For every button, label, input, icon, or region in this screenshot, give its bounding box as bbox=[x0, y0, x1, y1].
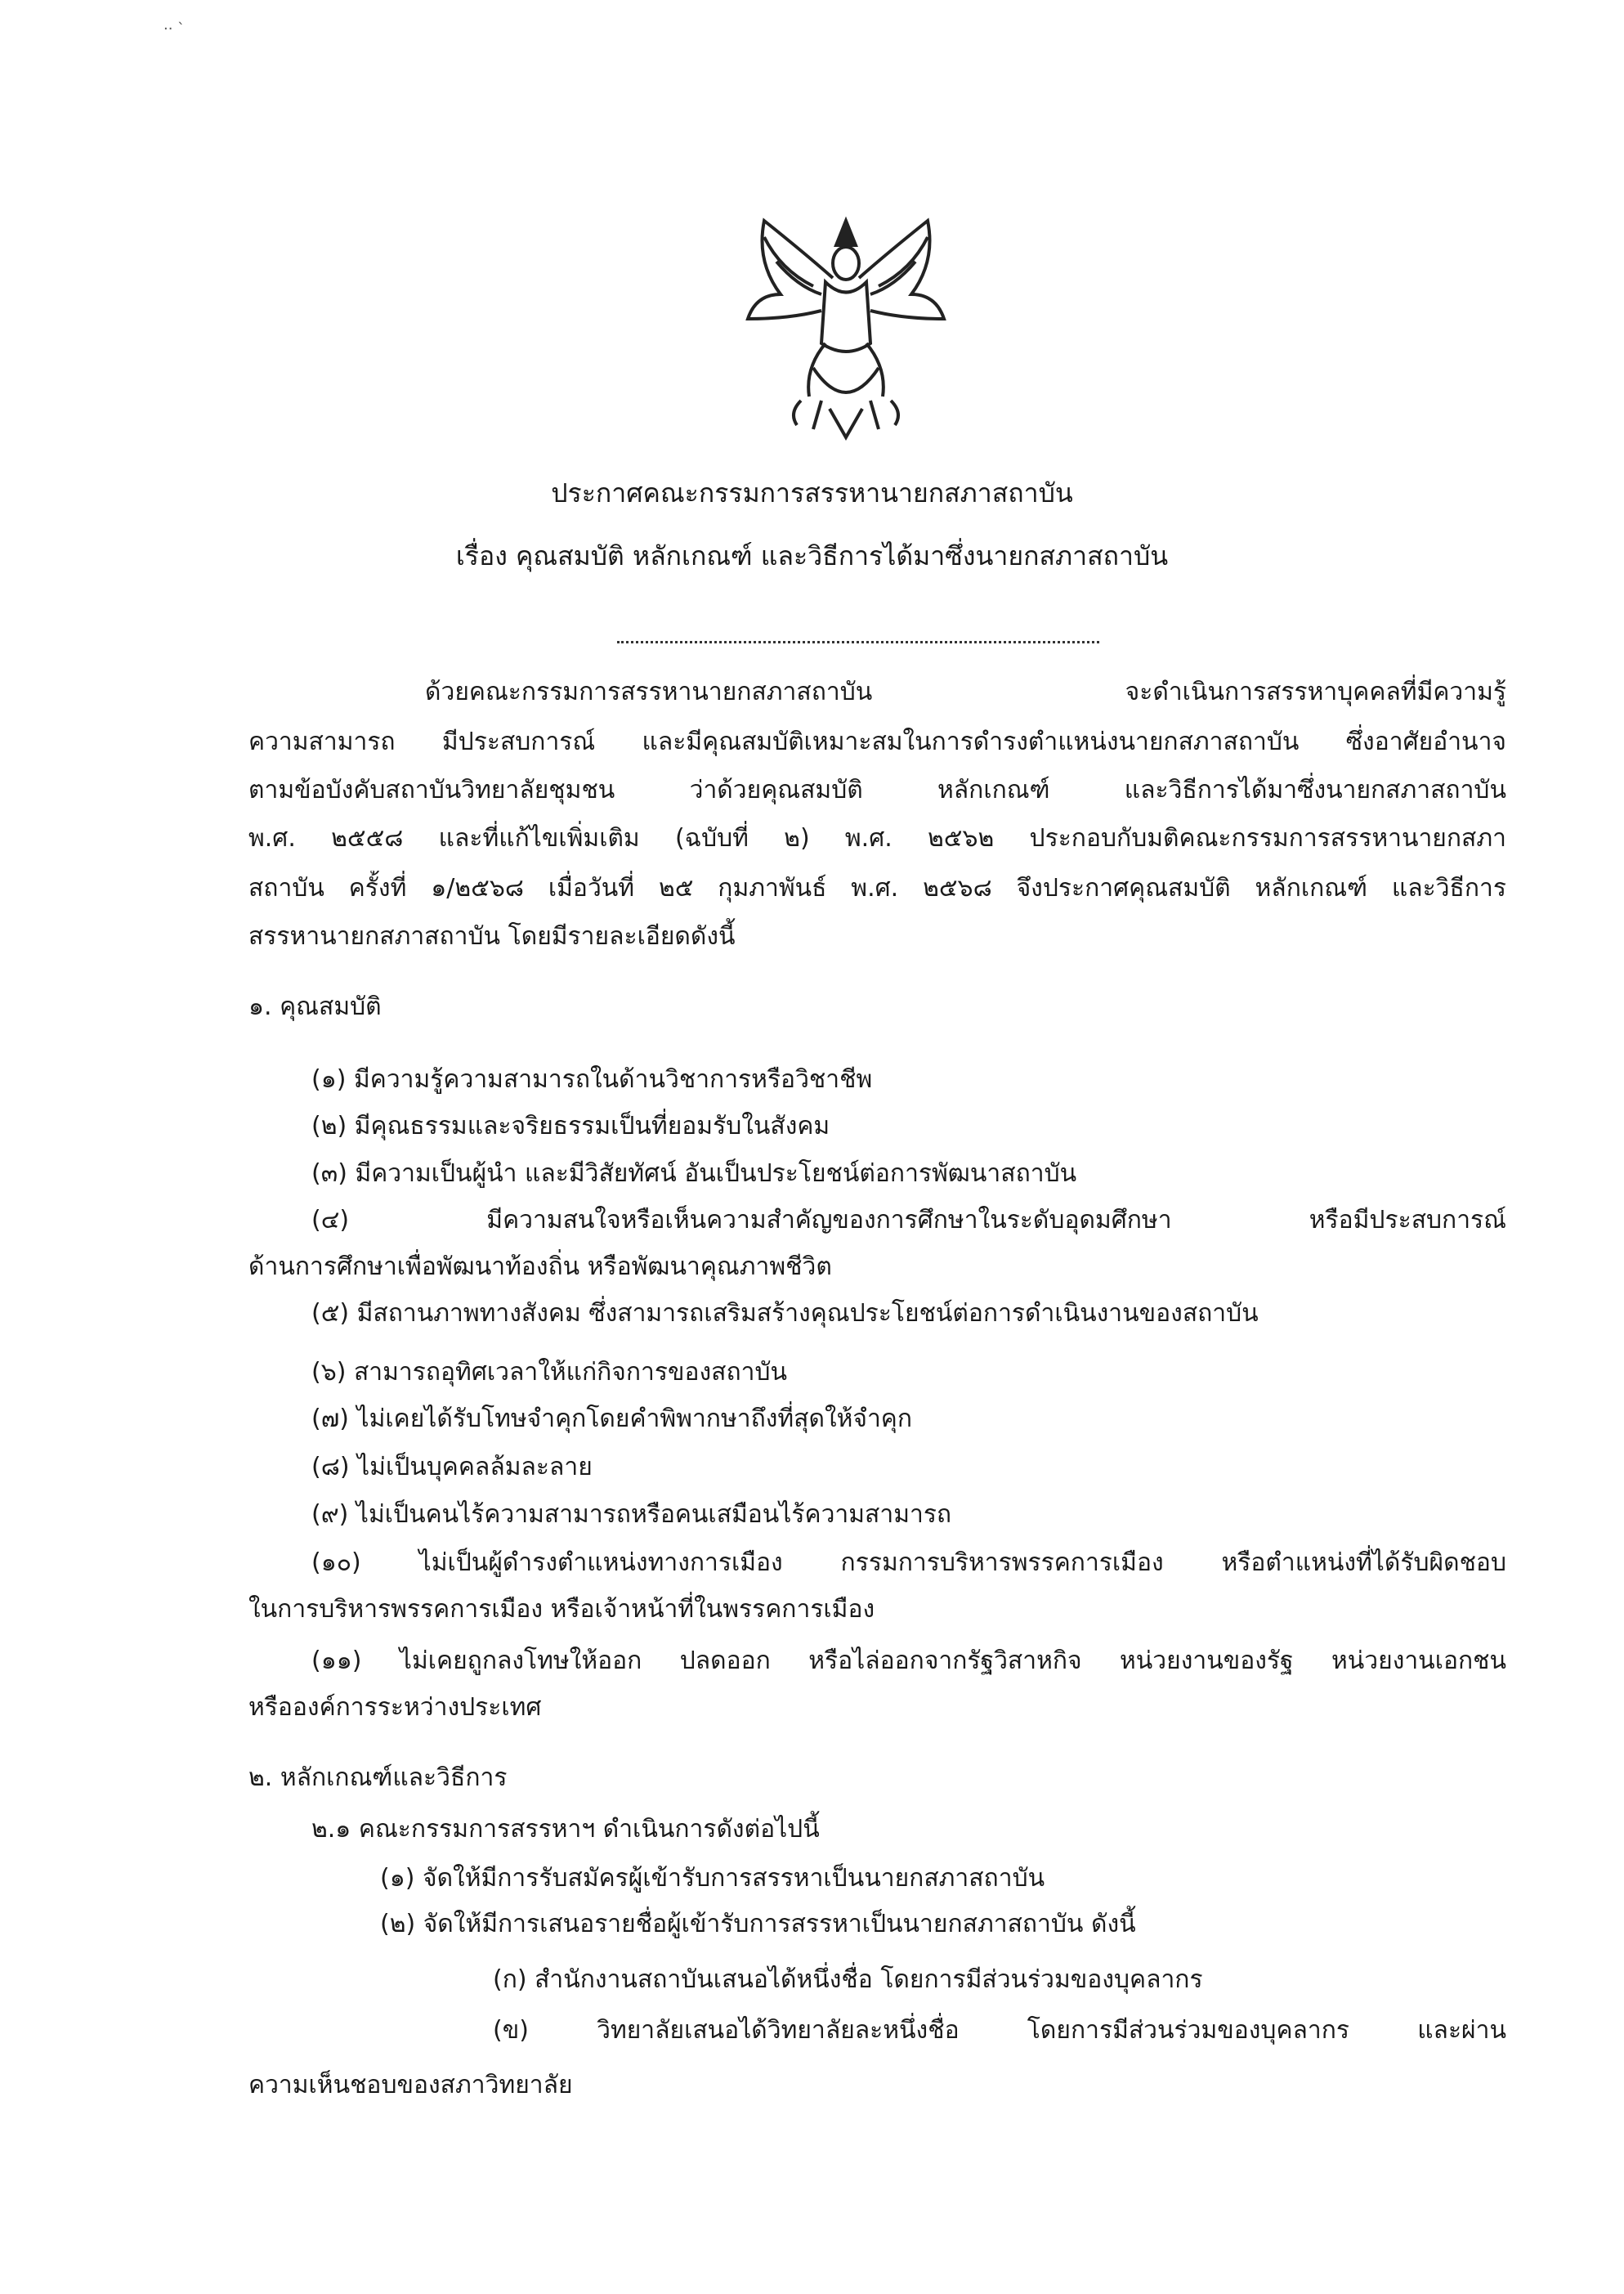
intro-line: ด้วยคณะกรรมการสรรหานายกสภาสถาบัน จะดำเนินการสรรหาบุคคลที่มีความรู้ bbox=[425, 678, 1506, 706]
intro-line: สรรหานายกสภาสถาบัน โดยมีรายละเอียดดังนี้ bbox=[248, 922, 736, 951]
list-subitem: (ก) สำนักงานสถาบันเสนอได้หนึ่งชื่อ โดยการมีส่วนร่วมของบุคลากร bbox=[493, 1965, 1203, 1994]
garuda-emblem-icon bbox=[731, 204, 960, 441]
list-item: (๑๐) ไม่เป็นผู้ดำรงตำแหน่งทางการเมือง กรรมการบริหารพรรคการเมือง หรือตำแหน่งที่ได้รับผิดชอบ bbox=[311, 1548, 1506, 1577]
intro-line: พ.ศ. ๒๕๕๘ และที่แก้ไขเพิ่มเติม (ฉบับที่ ๒) พ.ศ. ๒๕๖๒ ประกอบกับมติคณะกรรมการสรรหานายกสภา bbox=[248, 824, 1506, 853]
list-item: (๑) มีความรู้ความสามารถในด้านวิชาการหรือวิชาชีพ bbox=[311, 1065, 873, 1094]
list-item: (๒) จัดให้มีการเสนอรายชื่อผู้เข้ารับการสรรหาเป็นนายกสภาสถาบัน ดังนี้ bbox=[380, 1910, 1136, 1938]
section-heading: ๒. หลักเกณฑ์และวิธีการ bbox=[248, 1763, 508, 1792]
list-item: (๘) ไม่เป็นบุคคลล้มละลาย bbox=[311, 1453, 593, 1481]
subsection-heading: ๒.๑ คณะกรรมการสรรหาฯ ดำเนินการดังต่อไปนี้ bbox=[311, 1815, 820, 1844]
list-item: (๙) ไม่เป็นคนไร้ความสามารถหรือคนเสมือนไร้ความสามารถ bbox=[311, 1500, 952, 1529]
list-item: (๔) มีความสนใจหรือเห็นความสำคัญของการศึกษาในระดับอุดมศึกษา หรือมีประสบการณ์ bbox=[311, 1206, 1506, 1234]
intro-line: ความสามารถ มีประสบการณ์ และมีคุณสมบัติเหมาะสมในการดำรงตำแหน่งนายกสภาสถาบัน ซึ่งอาศัยอำนาจ bbox=[248, 728, 1506, 756]
scan-specks: ·· ˋ bbox=[163, 20, 186, 38]
list-subitem: (ข) วิทยาลัยเสนอได้วิทยาลัยละหนึ่งชื่อ โดยการมีส่วนร่วมของบุคลากร และผ่าน bbox=[493, 2016, 1506, 2045]
section-heading: ๑. คุณสมบัติ bbox=[248, 992, 382, 1021]
list-item: (๕) มีสถานภาพทางสังคม ซึ่งสามารถเสริมสร้างคุณประโยชน์ต่อการดำเนินงานของสถาบัน bbox=[311, 1299, 1259, 1328]
document-subject: เรื่อง คุณสมบัติ หลักเกณฑ์ และวิธีการได้มาซึ่งนายกสภาสถาบัน bbox=[455, 540, 1169, 571]
list-item: (๑) จัดให้มีการรับสมัครผู้เข้ารับการสรรหาเป็นนายกสภาสถาบัน bbox=[380, 1864, 1045, 1893]
list-item-continuation: ด้านการศึกษาเพื่อพัฒนาท้องถิ่น หรือพัฒนาคุณภาพชีวิต bbox=[248, 1252, 832, 1281]
document-title: ประกาศคณะกรรมการสรรหานายกสภาสถาบัน bbox=[551, 477, 1073, 509]
list-item: (๒) มีคุณธรรมและจริยธรรมเป็นที่ยอมรับในสังคม bbox=[311, 1112, 830, 1140]
list-item-continuation: ความเห็นชอบของสภาวิทยาลัย bbox=[248, 2071, 573, 2099]
intro-line: ตามข้อบังคับสถาบันวิทยาลัยชุมชน ว่าด้วยคุณสมบัติ หลักเกณฑ์ และวิธีการได้มาซึ่งนายกสภาสถาบัน bbox=[248, 776, 1506, 804]
list-item-continuation: หรือองค์การระหว่างประเทศ bbox=[248, 1693, 542, 1722]
list-item: (๖) สามารถอุทิศเวลาให้แก่กิจการของสถาบัน bbox=[311, 1358, 788, 1387]
list-item: (๑๑) ไม่เคยถูกลงโทษให้ออก ปลดออก หรือไล่ออกจากรัฐวิสาหกิจ หน่วยงานของรัฐ หน่วยงานเอกชน bbox=[311, 1647, 1506, 1675]
divider bbox=[617, 641, 1099, 643]
list-item: (๗) ไม่เคยได้รับโทษจำคุกโดยคำพิพากษาถึงที่สุดให้จำคุก bbox=[311, 1405, 913, 1433]
list-item: (๓) มีความเป็นผู้นำ และมีวิสัยทัศน์ อันเป็นประโยชน์ต่อการพัฒนาสถาบัน bbox=[311, 1159, 1077, 1188]
intro-line: สถาบัน ครั้งที่ ๑/๒๕๖๘ เมื่อวันที่ ๒๕ กุมภาพันธ์ พ.ศ. ๒๕๖๘ จึงประกาศคุณสมบัติ หลักเกณฑ์ และวิธีการ bbox=[248, 874, 1506, 903]
list-item-continuation: ในการบริหารพรรคการเมือง หรือเจ้าหน้าที่ในพรรคการเมือง bbox=[248, 1595, 875, 1624]
